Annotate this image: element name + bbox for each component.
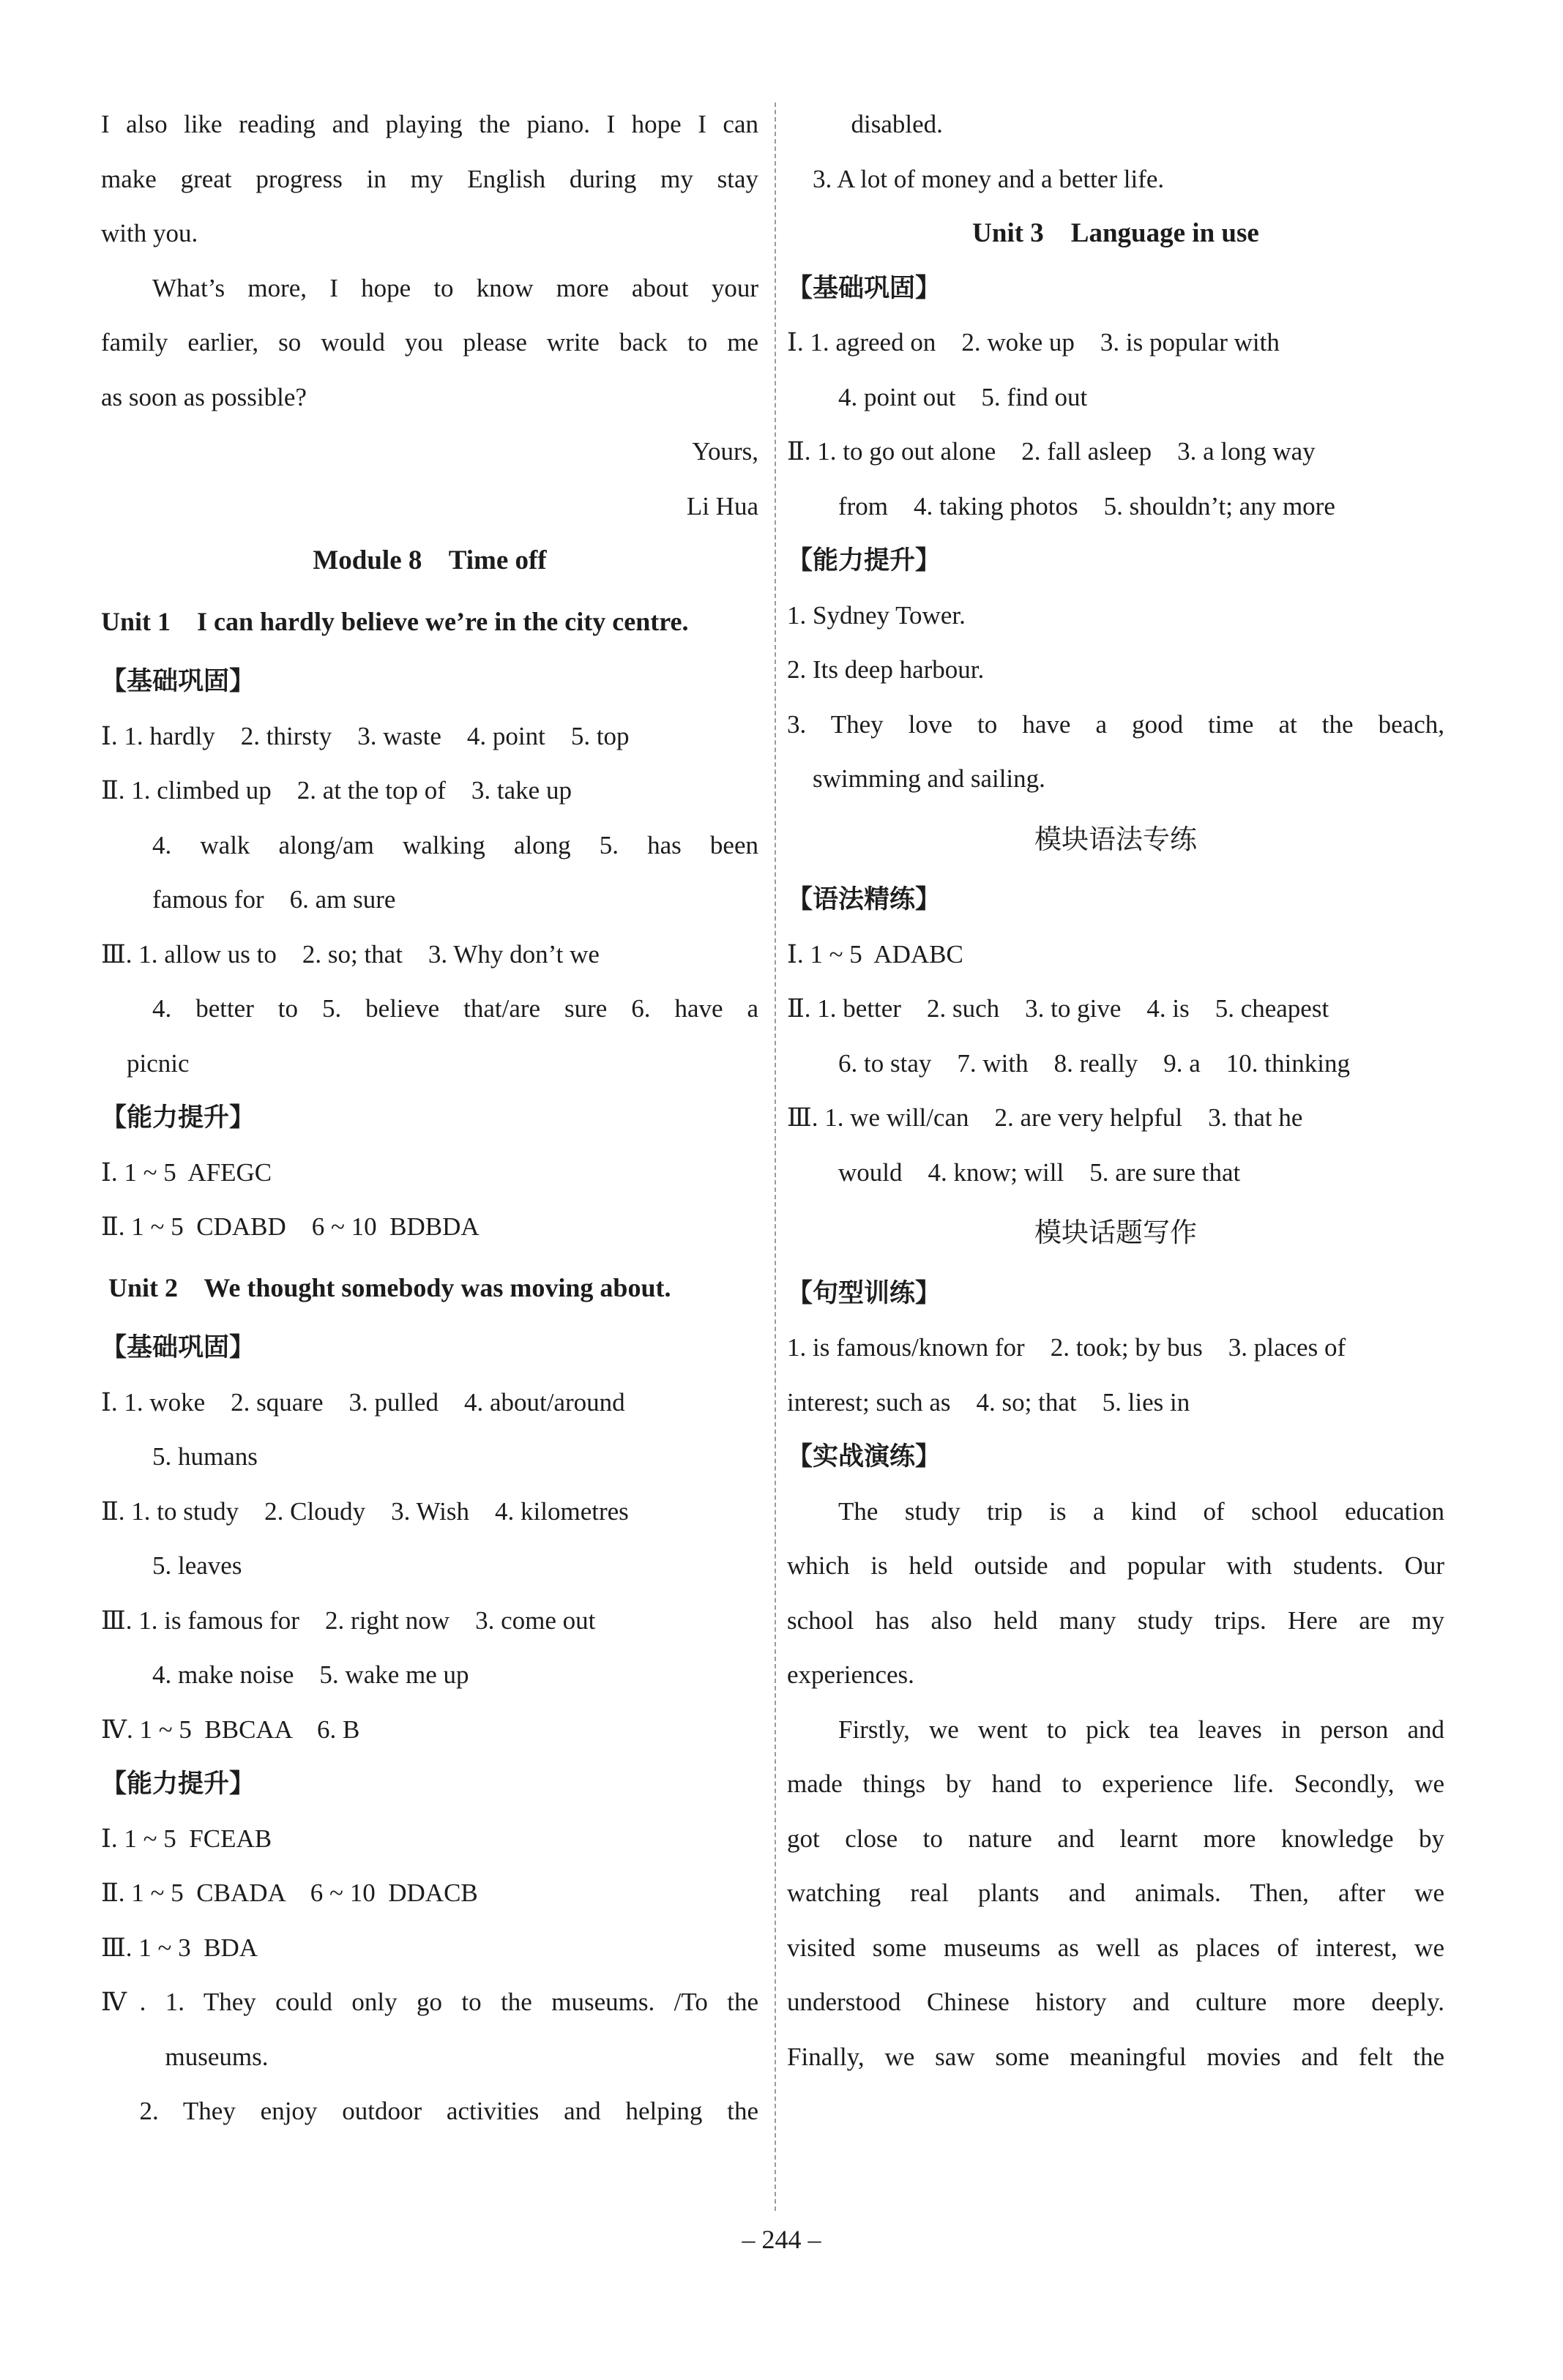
answer-line: disabled. — [851, 110, 943, 138]
answer-line: 5. humans — [152, 1442, 258, 1471]
essay-line: which is held outside and popular with students. Our — [787, 1551, 1444, 1580]
answer-line: 1. Sydney Tower. — [787, 600, 966, 630]
answer-line: Ⅰ. 1. agreed on 2. woke up 3. is popular with — [787, 328, 1280, 357]
answer-line: 6. to stay 7. with 8. really 9. a 10. thinking — [838, 1048, 1350, 1078]
answer-line: Ⅰ. 1 ~ 5 FCEAB — [101, 1824, 272, 1853]
answer-line: swimming and sailing. — [813, 764, 1045, 793]
answer-line: Ⅱ. 1 ~ 5 CDABD 6 ~ 10 BDBDA — [101, 1212, 480, 1241]
unit2-title: Unit 2 We thought somebody was moving about. — [108, 1272, 671, 1302]
essay-line: Firstly, we went to pick tea leaves in person and — [838, 1715, 1444, 1744]
letter-line: I also like reading and playing the piano. I hope I can — [101, 110, 758, 138]
answer-line: interest; such as 4. so; that 5. lies in — [787, 1387, 1190, 1417]
grammar-title: 模块语法专练 — [1034, 823, 1197, 855]
module-title: Module 8 Time off — [313, 545, 547, 575]
writing-title: 模块话题写作 — [1034, 1217, 1197, 1248]
answer-line: Ⅱ. 1. climbed up 2. at the top of 3. take up — [101, 776, 572, 805]
section-label: 【句型训练】 — [787, 1278, 941, 1308]
answer-line: Ⅱ. 1. to study 2. Cloudy 3. Wish 4. kilometres — [101, 1496, 629, 1526]
unit1-title: Unit 1 I can hardly believe we’re in the city centre. — [101, 606, 689, 636]
section-label: 【基础巩固】 — [101, 667, 255, 696]
letter-line: family earlier, so would you please write back to me — [101, 328, 758, 357]
essay-line: visited some museums as well as places of interest, we — [787, 1933, 1444, 1962]
unit3-title: Unit 3 Language in use — [972, 218, 1259, 248]
right-column — [787, 97, 1444, 2084]
answer-line: 4. walk along/am walking along 5. has been — [152, 830, 758, 859]
answer-line: from 4. taking photos 5. shouldn’t; any more — [838, 491, 1335, 521]
letter-line: make great progress in my English during my stay — [101, 164, 758, 193]
answer-line: 5. leaves — [152, 1551, 242, 1580]
essay-line: Finally, we saw some meaningful movies and felt the — [787, 2042, 1444, 2071]
letter-line: What’s more, I hope to know more about your — [152, 273, 758, 302]
answer-line: Ⅲ. 1. is famous for 2. right now 3. come out — [101, 1605, 596, 1635]
answer-line: famous for 6. am sure — [152, 885, 396, 914]
answer-line: Ⅰ. 1. woke 2. square 3. pulled 4. about/around — [101, 1387, 625, 1417]
essay-line: watching real plants and animals. Then, after we — [787, 1879, 1444, 1907]
essay-line: made things by hand to experience life. Secondly, we — [787, 1769, 1444, 1798]
section-label: 【实战演练】 — [787, 1442, 941, 1471]
section-label: 【语法精练】 — [787, 885, 941, 914]
column-divider — [775, 102, 776, 2211]
answer-line: Ⅲ. 1. allow us to 2. so; that 3. Why don’t we — [101, 939, 600, 969]
left-column — [101, 97, 758, 2139]
answer-line: 2. Its deep harbour. — [787, 655, 985, 684]
answer-line: 4. point out 5. find out — [838, 382, 1088, 411]
answer-line: 3. A lot of money and a better life. — [813, 164, 1165, 193]
answer-line: Ⅳ. 1 ~ 5 BBCAA 6. B — [101, 1715, 360, 1744]
letter-signature: Li Hua — [686, 491, 758, 521]
section-label: 【基础巩固】 — [101, 1333, 255, 1362]
letter-line: as soon as possible? — [101, 382, 307, 411]
answer-line: 1. is famous/known for 2. took; by bus 3. places of — [787, 1333, 1346, 1362]
essay-line: The study trip is a kind of school education — [838, 1496, 1444, 1526]
answer-line: Ⅰ. 1 ~ 5 ADABC — [787, 939, 963, 969]
answer-line: 2. They enjoy outdoor activities and helping the — [139, 2097, 758, 2125]
section-label: 【能力提升】 — [101, 1103, 255, 1133]
answer-line: 4. better to 5. believe that/are sure 6. have a — [152, 994, 758, 1023]
essay-line: understood Chinese history and culture more deeply. — [787, 1988, 1444, 2016]
letter-closing: Yours, — [692, 437, 758, 466]
essay-line: experiences. — [787, 1660, 914, 1689]
answer-line: Ⅳ. 1. They could only go to the museums. /To the — [101, 1988, 758, 2016]
answer-line: Ⅰ. 1 ~ 5 AFEGC — [101, 1157, 272, 1187]
answer-line: museums. — [165, 2042, 269, 2071]
essay-line: got close to nature and learnt more knowledge by — [787, 1824, 1444, 1853]
answer-line: Ⅱ. 1. better 2. such 3. to give 4. is 5. cheapest — [787, 994, 1329, 1023]
section-label: 【能力提升】 — [787, 546, 941, 575]
answer-line: Ⅰ. 1. hardly 2. thirsty 3. waste 4. point 5. top — [101, 721, 630, 750]
page-number: – 244 – — [742, 2225, 821, 2254]
answer-line: Ⅲ. 1 ~ 3 BDA — [101, 1933, 258, 1962]
answer-line: Ⅱ. 1. to go out alone 2. fall asleep 3. a long way — [787, 437, 1316, 466]
section-label: 【能力提升】 — [101, 1769, 255, 1799]
answer-line: 3. They love to have a good time at the beach, — [787, 709, 1444, 739]
letter-line: with you. — [101, 219, 198, 247]
essay-line: school has also held many study trips. Here are my — [787, 1605, 1444, 1635]
answer-line: picnic — [127, 1048, 190, 1078]
section-label: 【基础巩固】 — [787, 273, 941, 303]
answer-line: would 4. know; will 5. are sure that — [838, 1157, 1241, 1187]
answer-line: Ⅱ. 1 ~ 5 CBADA 6 ~ 10 DDACB — [101, 1879, 478, 1907]
answer-line: Ⅲ. 1. we will/can 2. are very helpful 3. that he — [787, 1103, 1303, 1132]
answer-line: 4. make noise 5. wake me up — [152, 1660, 469, 1689]
